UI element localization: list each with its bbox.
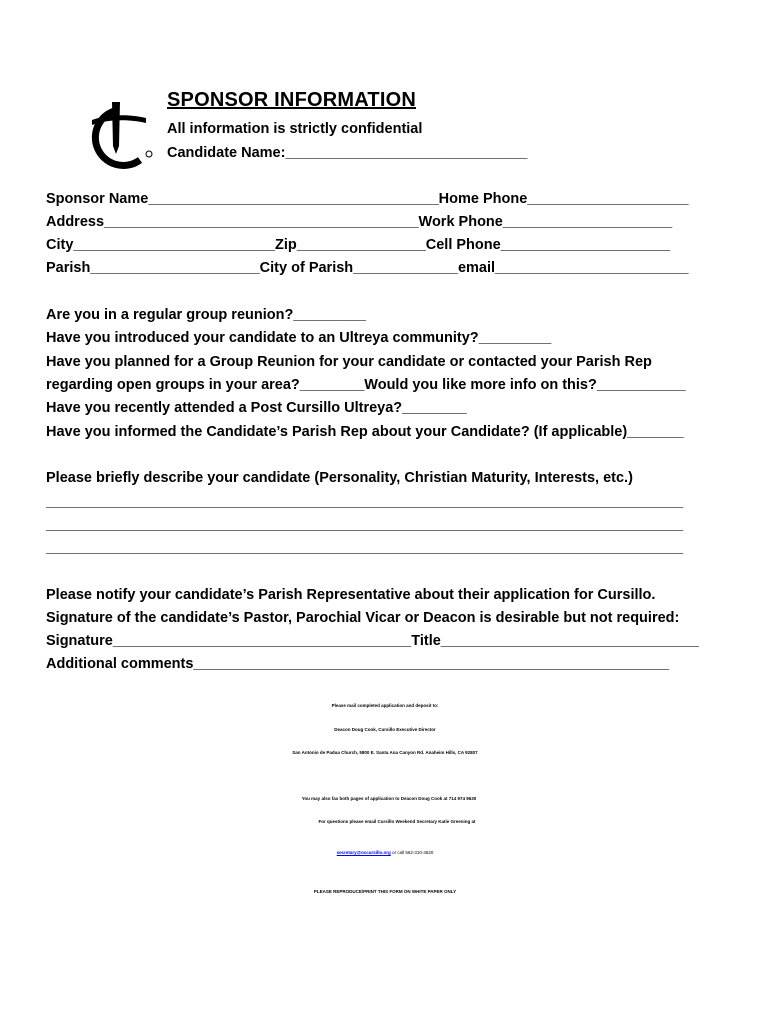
question-open-groups[interactable]: regarding open groups in your area?________Would you like more info on this?___________	[46, 377, 686, 393]
mail-address: San Antonio de Padua Church, 5800 E. Santa Ana Canyon Rd. Anaheim Hills, CA 92807	[292, 750, 478, 755]
notify-parish-rep-note: Please notify your candidate’s Parish Representative about their application for Cursillo.	[46, 587, 656, 603]
fax-instructions: You may also fax both pages of application to Deacon Doug Cook at 714 974 9630	[301, 796, 477, 801]
page-title: SPONSOR INFORMATION	[167, 89, 416, 111]
parish-city-email-row[interactable]: Parish_____________________City of Parish_____________email________________________	[46, 260, 689, 276]
question-post-cursillo-ultreya[interactable]: Have you recently attended a Post Cursillo Ultreya?________	[46, 400, 467, 416]
footer-notice: PLEASE REPRODUCE/PRINT THIS FORM ON WHITE PAPER ONLY	[313, 889, 457, 894]
signature-title-row[interactable]: Signature_____________________________________Title________________________________	[46, 633, 699, 649]
cursillo-logo	[78, 88, 156, 172]
describe-candidate-prompt: Please briefly describe your candidate (Personality, Christian Maturity, Interests, etc.)	[46, 470, 633, 486]
describe-blank-line[interactable]: _______________________________________________________________________________	[46, 517, 684, 533]
contact-line	[0, 850, 770, 855]
mail-recipient: Deacon Doug Cook, Cursillo Executive Director	[334, 727, 436, 732]
mail-instructions: Please mail completed application and deposit to:	[331, 703, 439, 708]
sponsor-name-home-phone-row[interactable]: Sponsor Name____________________________________Home Phone____________________	[46, 191, 689, 207]
confidential-note: All information is strictly confidential	[167, 121, 423, 137]
candidate-name-field[interactable]: Candidate Name:______________________________	[167, 145, 528, 161]
secretary-email-link[interactable]: secretary@occursillo.org	[336, 850, 391, 855]
call-phone-text: or call 562-310-4620	[390, 850, 434, 855]
question-group-reunion-plan: Have you planned for a Group Reunion for your candidate or contacted your Parish Rep	[46, 354, 652, 370]
signature-desirable-note: Signature of the candidate’s Pastor, Parochial Vicar or Deacon is desirable but not required:	[46, 610, 680, 626]
city-zip-cell-phone-row[interactable]: City_________________________Zip________________Cell Phone_____________________	[46, 237, 671, 253]
question-group-reunion[interactable]: Are you in a regular group reunion?_________	[46, 307, 366, 323]
describe-blank-line[interactable]: _______________________________________________________________________________	[46, 540, 684, 556]
email-instructions: For questions please email Cursillo Weekend Secretary Katie Greening at	[318, 819, 476, 824]
describe-blank-line[interactable]: _______________________________________________________________________________	[46, 494, 684, 510]
additional-comments-field[interactable]: Additional comments___________________________________________________________	[46, 656, 670, 672]
question-ultreya-community[interactable]: Have you introduced your candidate to an Ultreya community?_________	[46, 330, 552, 346]
question-parish-rep-informed[interactable]: Have you informed the Candidate’s Parish Rep about your Candidate? (If applicable)_______	[46, 424, 684, 440]
address-work-phone-row[interactable]: Address_______________________________________Work Phone_____________________	[46, 214, 673, 230]
